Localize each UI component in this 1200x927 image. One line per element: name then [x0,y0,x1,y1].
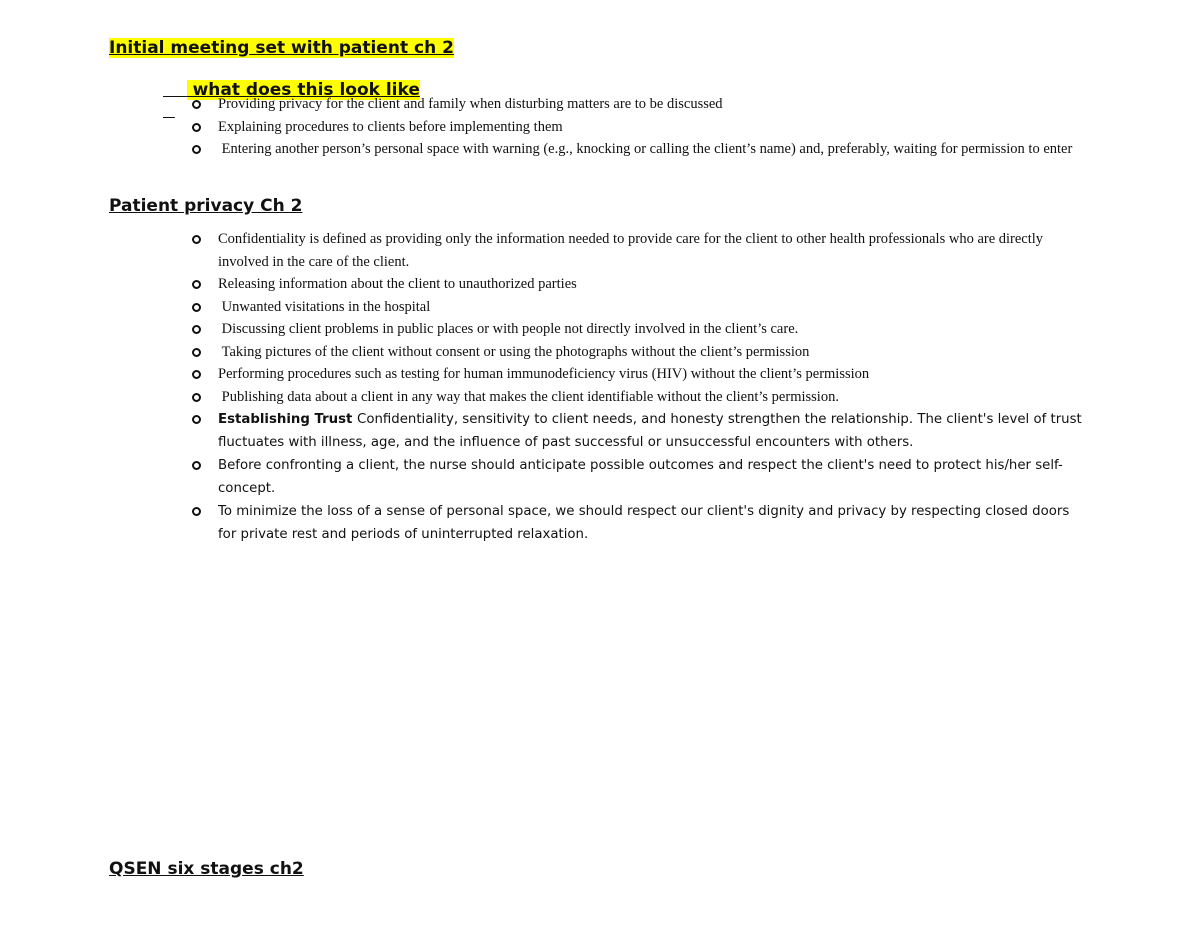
list-item: Explaining procedures to clients before implementing them [190,116,1090,139]
list-item: Unwanted visitations in the hospital [190,296,1090,319]
list-item: Taking pictures of the client without consent or using the photographs without the client’s permission [190,341,1090,364]
list-item-establishing-trust [190,408,1090,454]
list-item: Performing procedures such as testing for human immunodeficiency virus (HIV) without the client’s permission [190,363,1090,386]
list-item: Providing privacy for the client and family when disturbing matters are to be discussed [190,93,1090,116]
list-item: Entering another person’s personal space with warning (e.g., knocking or calling the client’s name) and, preferably, waiting for permission to enter [190,138,1090,161]
patient-privacy-heading: Patient privacy Ch 2 [109,196,303,216]
list-item: Before confronting a client, the nurse should anticipate possible outcomes and respect the client's need to protect his/her self-concept. [190,454,1090,500]
initial-meeting-title-line1: Initial meeting set with patient ch 2 [109,38,454,58]
establishing-trust-lead: Establishing Trust [218,412,358,427]
list-item: Releasing information about the client to unauthorized parties [190,273,1090,296]
list-item: Confidentiality is defined as providing only the information needed to provide care for the client to other health professionals who are directly involved in the care of the client. [190,228,1090,273]
initial-meeting-title-line2: what does this look like [186,80,420,100]
patient-privacy-list [190,228,1090,546]
initial-meeting-heading [109,38,454,59]
establishing-trust-text: Confidentiality, sensitivity to client needs, and honesty strengthen the relationship. The client's level of trust fluctuates with illness, age, and the influence of past successful or unsuccessful encounters with others. [218,412,1082,450]
list-item: To minimize the loss of a sense of personal space, we should respect our client's dignity and privacy by respecting closed doors for private rest and periods of uninterrupted relaxation. [190,500,1090,546]
initial-meeting-list [190,93,1090,161]
list-item: Discussing client problems in public places or with people not directly involved in the client’s care. [190,318,1090,341]
list-item: Publishing data about a client in any way that makes the client identifiable without the client’s permission. [190,386,1090,409]
qsen-heading: QSEN six stages ch2 [109,859,304,879]
